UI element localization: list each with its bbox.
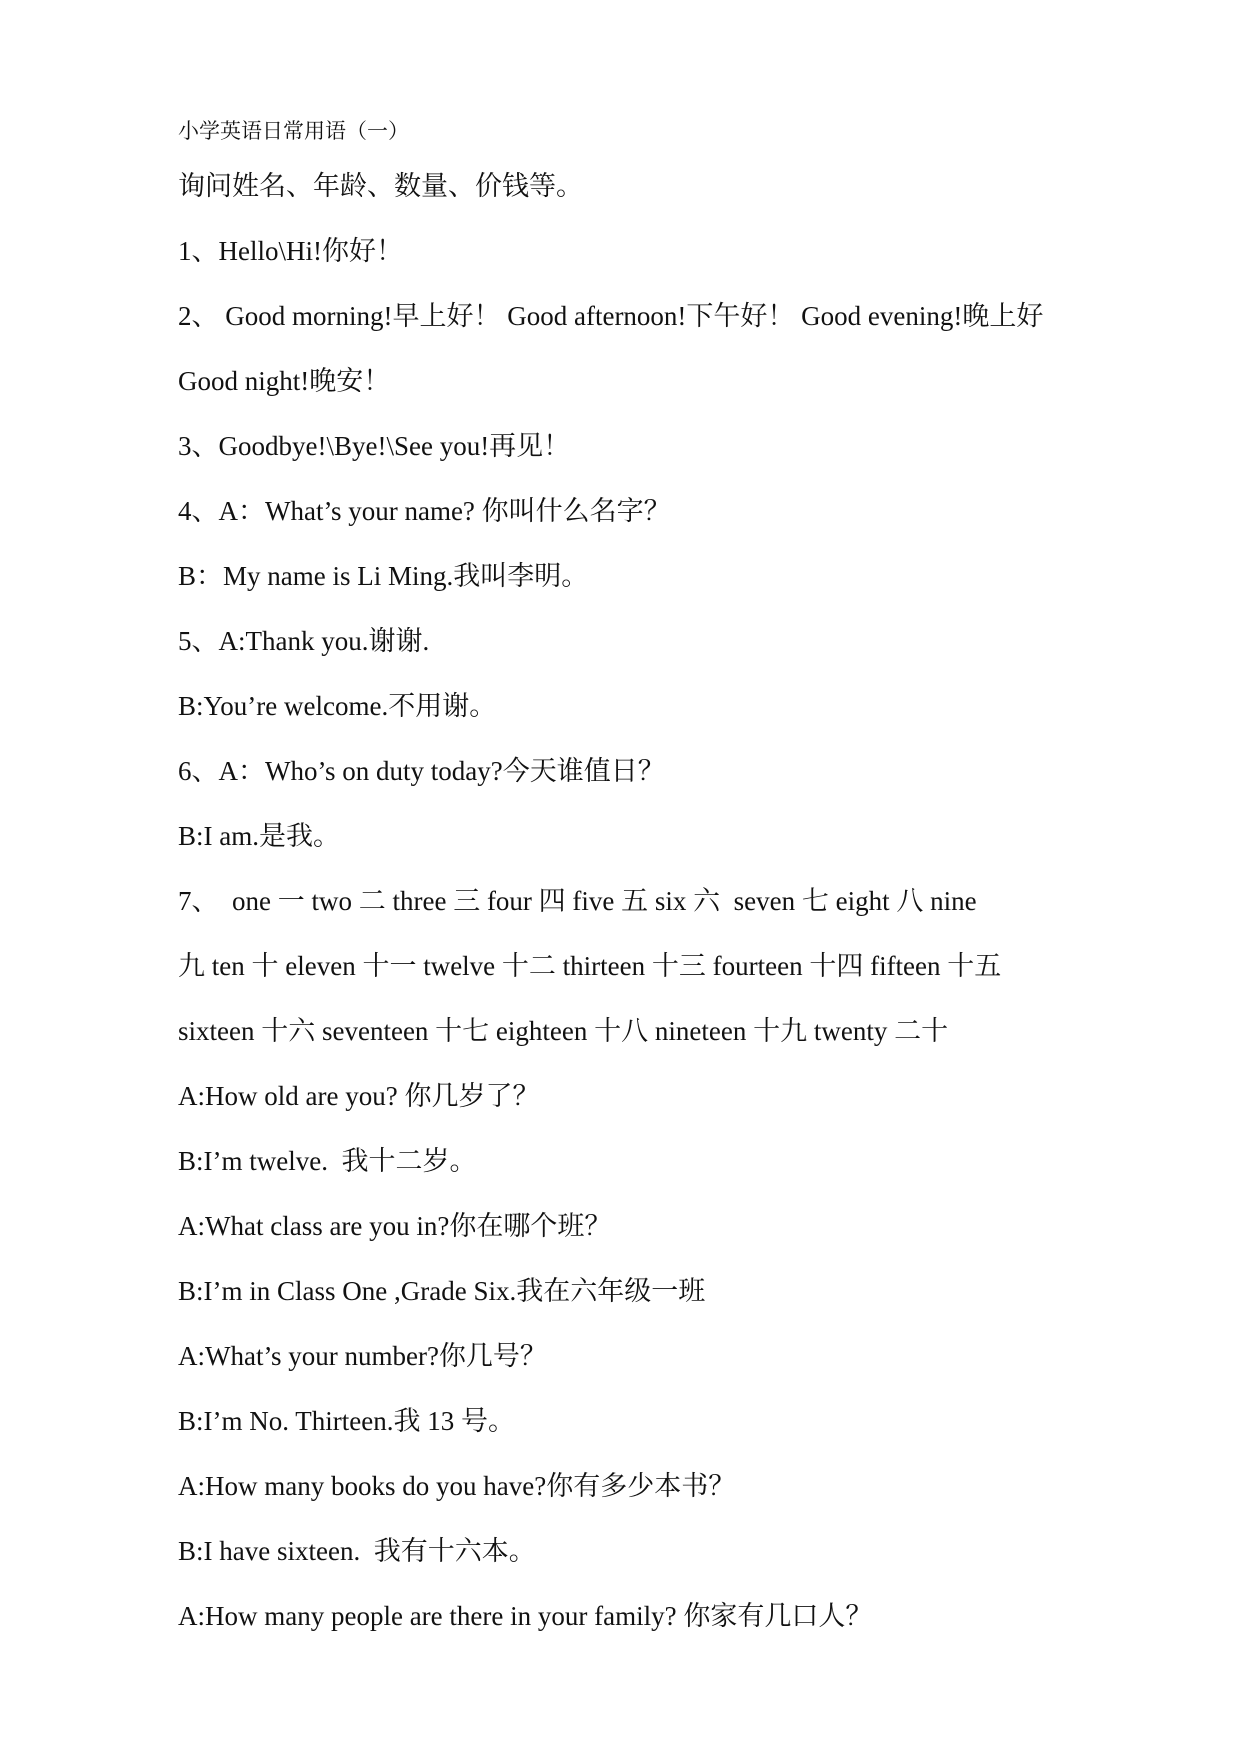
- document-subtitle: 小学英语日常用语（一）: [178, 119, 409, 143]
- text-line: A:How many people are there in your family? 你家有几口人？: [178, 1601, 873, 1631]
- text-line: B:I’m in Class One ,Grade Six.我在六年级一班: [178, 1276, 706, 1306]
- text-line: 九 ten 十 eleven 十一 twelve 十二 thirteen 十三 fourteen 十四 fifteen 十五: [178, 951, 1002, 981]
- document-body: [178, 154, 1128, 1649]
- text-line: Good night!晚安！: [178, 366, 391, 396]
- text-line: A:How many books do you have?你有多少本书？: [178, 1471, 736, 1501]
- text-line: 4、A：What’s your name? 你叫什么名字？: [178, 496, 671, 526]
- text-line: 2、 Good morning!早上好！ Good afternoon!下午好！ Good evening!晚上好: [178, 301, 1044, 331]
- text-line: B:I am.是我。: [178, 821, 340, 851]
- text-line: B:I have sixteen. 我有十六本。: [178, 1536, 536, 1566]
- text-line: 1、Hello\Hi!你好！: [178, 236, 403, 266]
- text-line: B:I’m twelve. 我十二岁。: [178, 1146, 477, 1176]
- text-line: 5、A:Thank you.谢谢.: [178, 626, 430, 656]
- heading-line: 询问姓名、年龄、数量、价钱等。: [178, 171, 583, 201]
- text-line: A:What class are you in?你在哪个班？: [178, 1211, 612, 1241]
- text-line: A:How old are you? 你几岁了？: [178, 1081, 540, 1111]
- text-line: B:You’re welcome.不用谢。: [178, 691, 497, 721]
- text-line: 6、A：Who’s on duty today?今天谁值日？: [178, 756, 665, 786]
- text-line: A:What’s your number?你几号？: [178, 1341, 547, 1371]
- text-line: 7、 one 一 two 二 three 三 four 四 five 五 six 六 seven 七 eight 八 nine: [178, 886, 977, 916]
- text-line: B：My name is Li Ming.我叫李明。: [178, 561, 589, 591]
- text-line: 3、Goodbye!\Bye!\See you!再见！: [178, 431, 571, 461]
- text-line: B:I’m No. Thirteen.我 13 号。: [178, 1406, 515, 1436]
- text-line: sixteen 十六 seventeen 十七 eighteen 十八 nineteen 十九 twenty 二十: [178, 1016, 949, 1046]
